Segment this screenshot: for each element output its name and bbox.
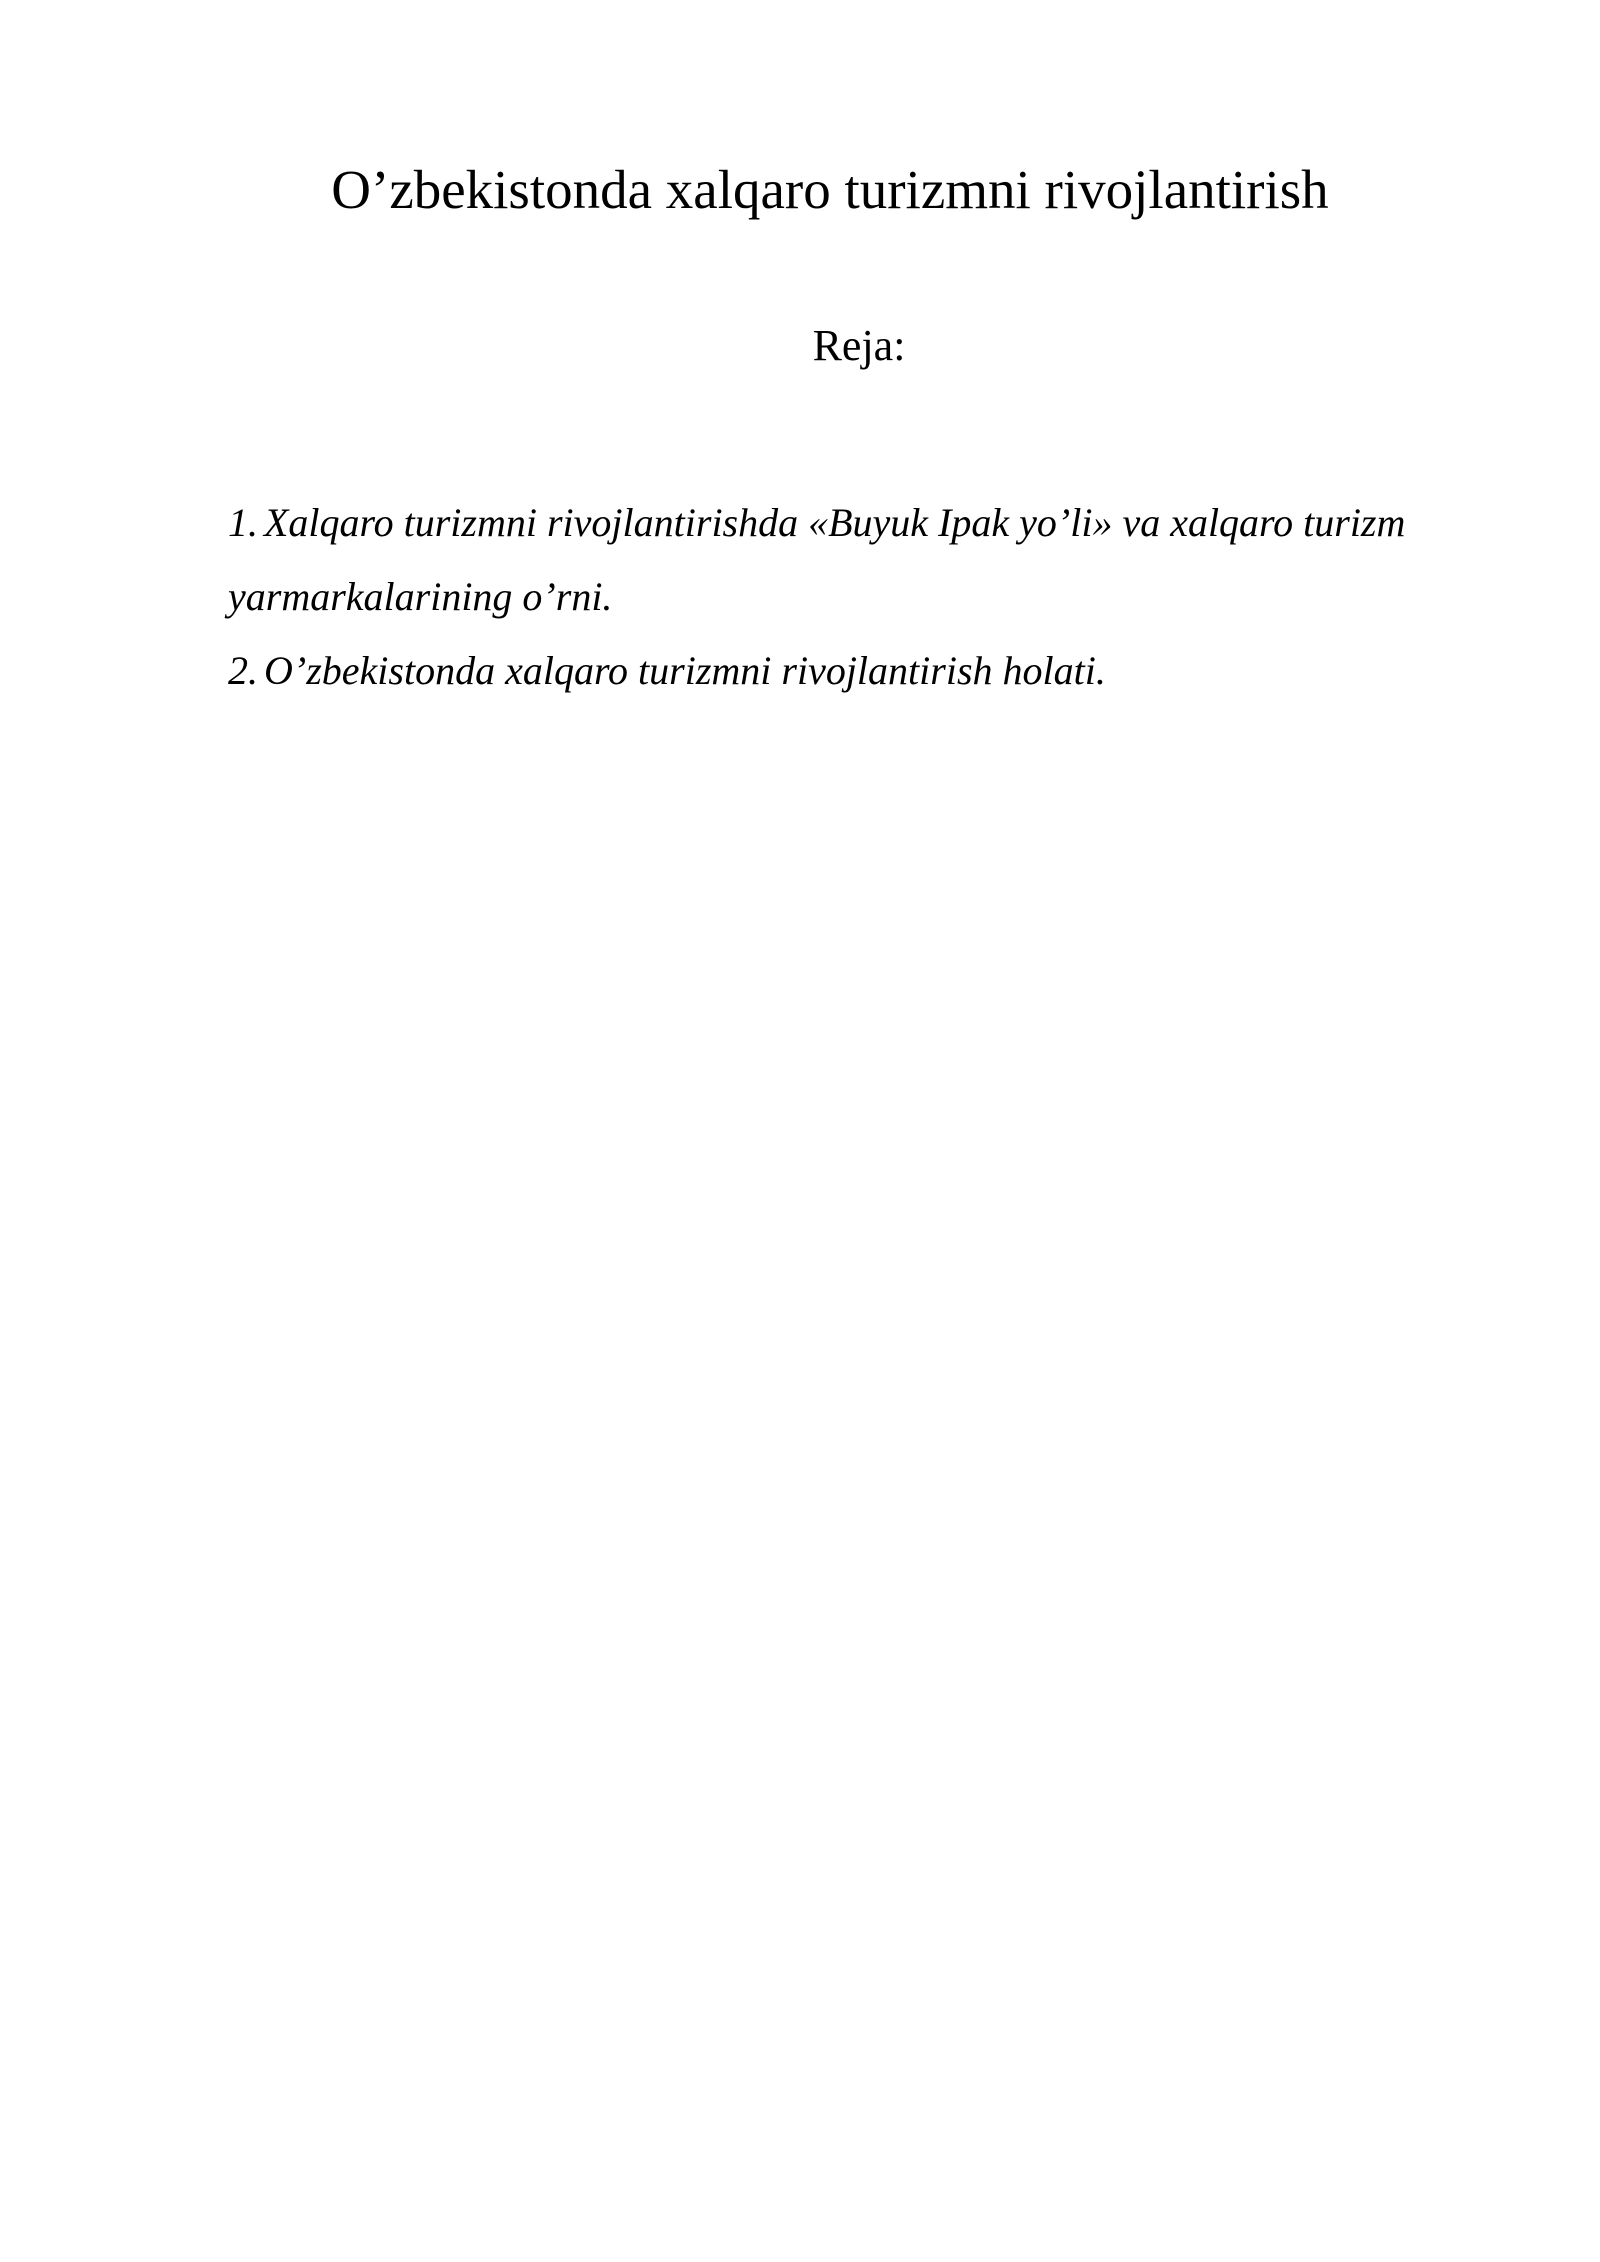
plan-list [228, 486, 1408, 708]
plan-item-text: O’zbekistonda xalqaro turizmni rivojlantirish holati. [264, 648, 1106, 693]
plan-item-text: Xalqaro turizmni rivojlantirishda «Buyuk Ipak yo’li» va xalqaro turizm yarmarkalarining o’rni. [228, 500, 1406, 619]
plan-heading: Reja: [812, 321, 906, 370]
document-title: O’zbekistonda xalqaro turizmni rivojlantirish [331, 159, 1329, 220]
plan-item [228, 634, 1408, 708]
plan-item-number: 2. [228, 648, 258, 693]
plan-item [228, 486, 1408, 634]
plan-item-number: 1. [228, 500, 258, 545]
